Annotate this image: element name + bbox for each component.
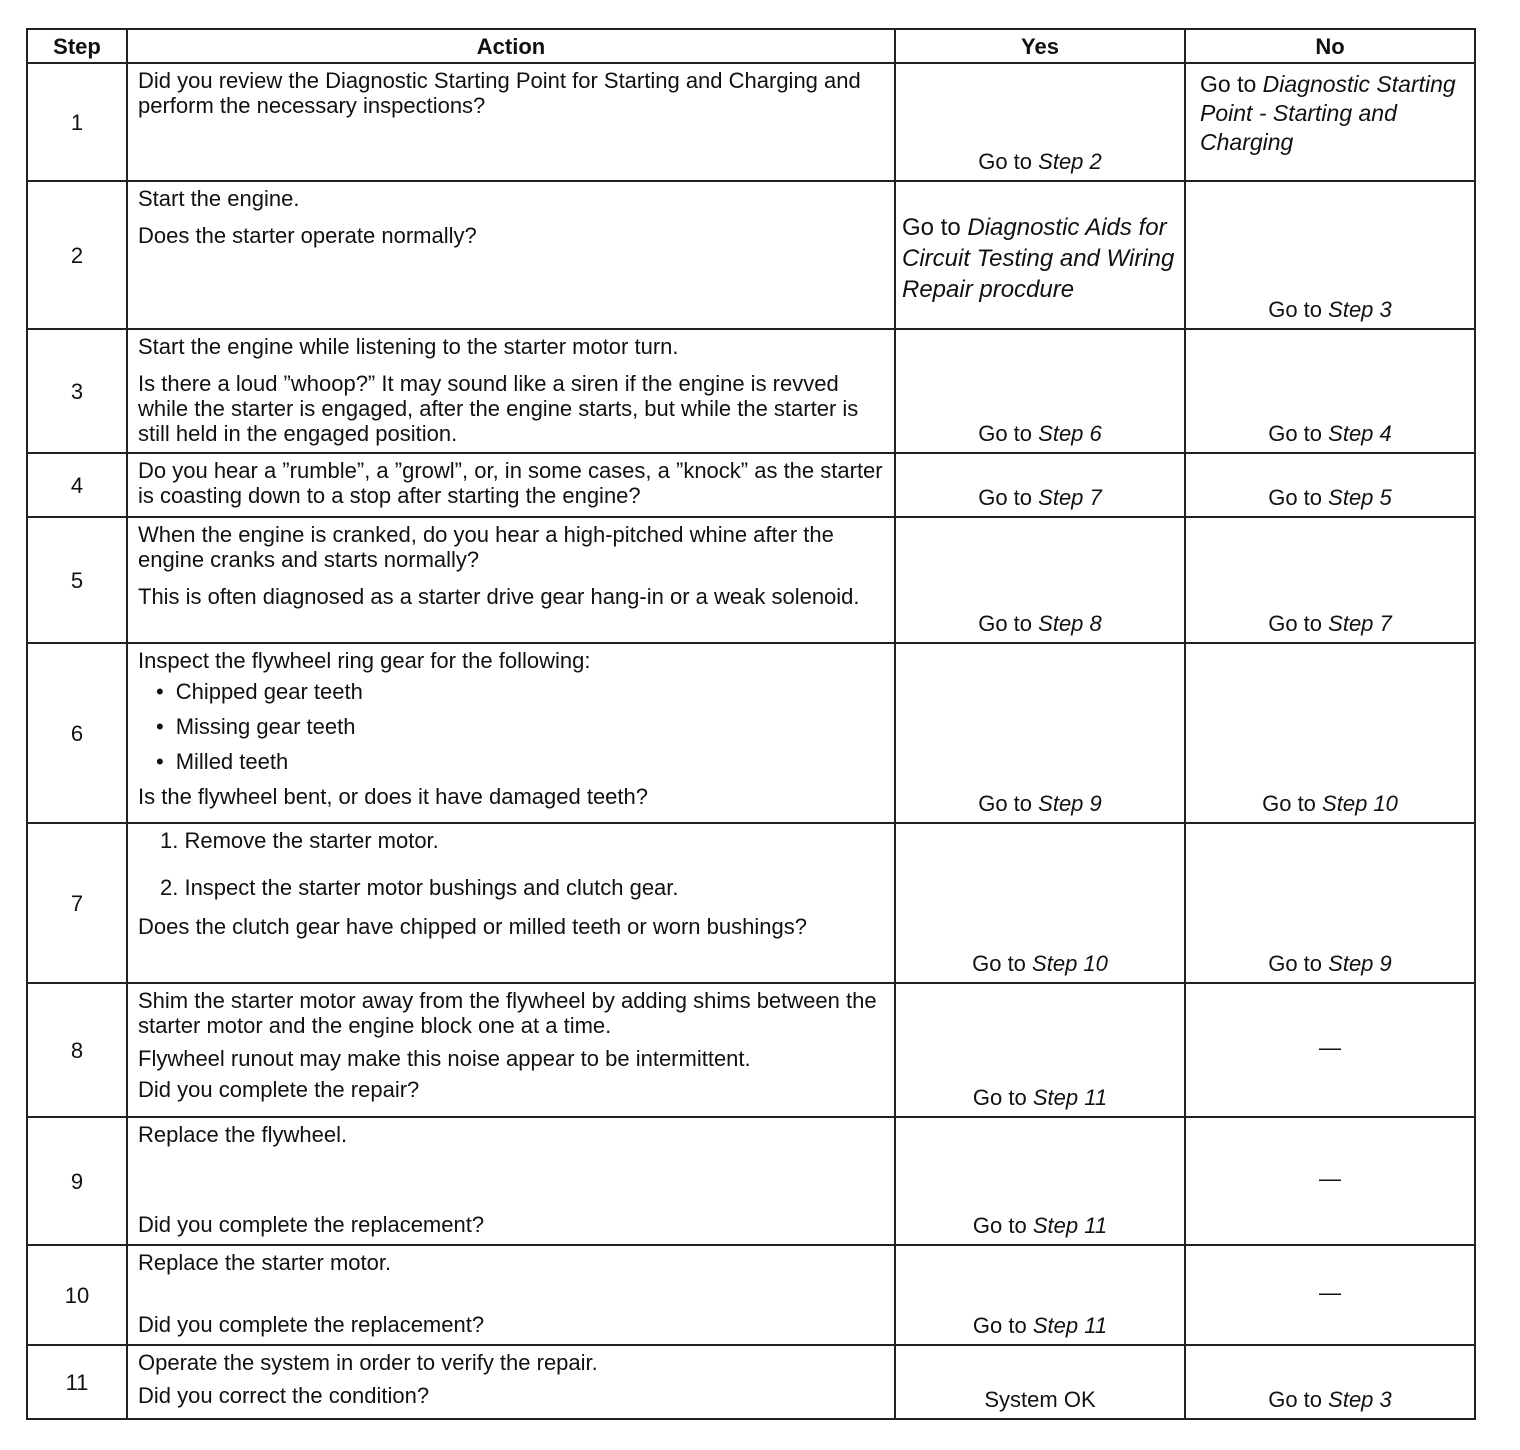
- table-row: [27, 517, 1475, 643]
- action-text: Do you hear a ”rumble”, a ”growl”, or, in some cases, a ”knock” as the starter is coasting down to a stop after starting the engine?: [138, 458, 883, 508]
- bullet-list: [156, 679, 886, 774]
- no-cell: [1185, 453, 1475, 517]
- yes-cell: [895, 823, 1185, 983]
- diagnostic-link[interactable]: Diagnostic Aids for Circuit Testing and Wiring Repair procdure: [902, 214, 1175, 303]
- go-to-prefix: Go to: [1268, 611, 1323, 636]
- go-to-prefix: Go to: [978, 421, 1033, 446]
- no-cell: [1185, 181, 1475, 329]
- step-number: 8: [27, 983, 127, 1117]
- diagnostic-link[interactable]: Diagnostic Starting Point - Starting and Charging: [1200, 71, 1456, 155]
- step-number: 1: [27, 63, 127, 181]
- step-number: 5: [27, 517, 127, 643]
- table-row: [27, 983, 1475, 1117]
- action-question: Did you complete the replacement?: [138, 1312, 485, 1337]
- action-text: Operate the system in order to verify the repair.: [138, 1350, 598, 1375]
- go-to-prefix: Go to: [1268, 1387, 1323, 1412]
- no-cell: [1185, 329, 1475, 453]
- go-to-prefix: Go to: [1262, 791, 1316, 816]
- no-cell: [1185, 63, 1475, 181]
- step-number: 6: [27, 643, 127, 823]
- yes-cell: [895, 181, 1185, 329]
- action-cell: [127, 823, 895, 983]
- go-to-prefix: Go to: [978, 791, 1033, 816]
- action-cell: [127, 643, 895, 823]
- step-link[interactable]: Step 7: [1328, 611, 1392, 636]
- step-number: 4: [27, 453, 127, 517]
- no-cell: [1185, 823, 1475, 983]
- action-text: Inspect the flywheel ring gear for the following:: [138, 648, 591, 673]
- table-row: [27, 643, 1475, 823]
- go-to-prefix: Go to: [1268, 297, 1323, 322]
- step-link[interactable]: Step 11: [1032, 1213, 1108, 1238]
- go-to-prefix: Go to: [902, 214, 961, 241]
- no-action-dash: —: [1319, 1165, 1341, 1191]
- list-item: • Missing gear teeth: [156, 714, 886, 739]
- table-row: [27, 453, 1475, 517]
- go-to-prefix: Go to: [978, 149, 1033, 174]
- list-item: • Chipped gear teeth: [156, 679, 886, 704]
- table-row: [27, 329, 1475, 453]
- result-text: System OK: [984, 1387, 1096, 1412]
- step-number: 3: [27, 329, 127, 453]
- action-cell: [127, 63, 895, 181]
- header-row: [27, 29, 1475, 63]
- go-to-prefix: Go to: [1268, 951, 1323, 976]
- header-action: Action: [127, 29, 895, 63]
- step-link[interactable]: Step 5: [1328, 485, 1392, 510]
- table-row: [27, 63, 1475, 181]
- step-link[interactable]: Step 2: [1038, 149, 1102, 174]
- action-cell: [127, 181, 895, 329]
- go-to-prefix: Go to: [972, 1213, 1027, 1238]
- go-to-prefix: Go to: [1268, 421, 1323, 446]
- table-row: [27, 1245, 1475, 1345]
- table-row: [27, 1345, 1475, 1419]
- step-number: 7: [27, 823, 127, 983]
- no-cell: [1185, 643, 1475, 823]
- header-no: No: [1185, 29, 1475, 63]
- action-question: Does the clutch gear have chipped or milled teeth or worn bushings?: [138, 914, 807, 939]
- action-text: Replace the flywheel.: [138, 1122, 348, 1147]
- yes-cell: [895, 63, 1185, 181]
- step-link[interactable]: Step 10: [1032, 951, 1108, 976]
- yes-cell: [895, 517, 1185, 643]
- step-link[interactable]: Step 9: [1038, 791, 1102, 816]
- action-question: Did you complete the repair?: [138, 1077, 420, 1102]
- step-link[interactable]: Step 11: [1032, 1085, 1108, 1110]
- yes-cell: [895, 983, 1185, 1117]
- step-link[interactable]: Step 7: [1038, 485, 1102, 510]
- no-cell: [1185, 1345, 1475, 1419]
- no-cell: [1185, 1117, 1475, 1245]
- step-link[interactable]: Step 9: [1328, 951, 1392, 976]
- table-row: [27, 1117, 1475, 1245]
- no-cell: [1185, 1245, 1475, 1345]
- table-row: [27, 823, 1475, 983]
- yes-cell: [895, 1117, 1185, 1245]
- yes-cell: [895, 1245, 1185, 1345]
- go-to-prefix: Go to: [978, 611, 1033, 636]
- action-question: Did you complete the replacement?: [138, 1212, 485, 1237]
- go-to-prefix: Go to: [1268, 485, 1323, 510]
- step-number: 9: [27, 1117, 127, 1245]
- yes-cell: [895, 329, 1185, 453]
- no-action-dash: —: [1319, 1034, 1341, 1060]
- action-cell: [127, 453, 895, 517]
- step-number: 10: [27, 1245, 127, 1345]
- no-cell: [1185, 983, 1475, 1117]
- step-link[interactable]: Step 3: [1328, 297, 1392, 322]
- go-to-prefix: Go to: [972, 951, 1026, 976]
- action-text: Did you review the Diagnostic Starting Point for Starting and Charging and perform the necessary inspections?: [138, 68, 861, 118]
- step-link[interactable]: Step 8: [1038, 611, 1102, 636]
- action-text: When the engine is cranked, do you hear a high-pitched whine after the engine cranks and starts normally?: [138, 522, 834, 572]
- action-text: Replace the starter motor.: [138, 1250, 392, 1275]
- action-cell: [127, 517, 895, 643]
- action-cell: [127, 983, 895, 1117]
- yes-cell: [895, 1345, 1185, 1419]
- yes-cell: [895, 643, 1185, 823]
- yes-cell: [895, 453, 1185, 517]
- action-question: Is the flywheel bent, or does it have damaged teeth?: [138, 784, 648, 809]
- action-note: Flywheel runout may make this noise appear to be intermittent.: [138, 1046, 751, 1071]
- step-link[interactable]: Step 3: [1328, 1387, 1392, 1412]
- action-question: Did you correct the condition?: [138, 1383, 430, 1408]
- go-to-prefix: Go to: [972, 1085, 1027, 1110]
- action-text: Start the engine.: [138, 186, 300, 211]
- action-text: Shim the starter motor away from the flywheel by adding shims between the starter motor and the engine block one at a time.: [138, 988, 877, 1038]
- action-question: Does the starter operate normally?: [138, 223, 477, 248]
- step-link[interactable]: Step 10: [1322, 791, 1398, 816]
- no-action-dash: —: [1319, 1279, 1341, 1305]
- go-to-prefix: Go to: [972, 1313, 1027, 1338]
- step-number: 11: [27, 1345, 127, 1419]
- action-question: Is there a loud ”whoop?” It may sound like a siren if the engine is revved while the starter is engaged, after the engine starts, but while the starter is still held in the engaged position.: [138, 371, 859, 446]
- step-link[interactable]: Step 6: [1038, 421, 1102, 446]
- action-cell: [127, 1345, 895, 1419]
- go-to-prefix: Go to: [1200, 71, 1257, 97]
- step-link[interactable]: Step 11: [1032, 1313, 1108, 1338]
- numbered-item: 1. Remove the starter motor.: [160, 828, 439, 853]
- step-link[interactable]: Step 4: [1328, 421, 1392, 446]
- header-yes: Yes: [895, 29, 1185, 63]
- table-row: [27, 181, 1475, 329]
- no-cell: [1185, 517, 1475, 643]
- action-text: Start the engine while listening to the starter motor turn.: [138, 334, 679, 359]
- action-cell: [127, 329, 895, 453]
- action-cell: [127, 1245, 895, 1345]
- diagnostic-table: [26, 28, 1476, 1420]
- go-to-prefix: Go to: [978, 485, 1033, 510]
- action-note: This is often diagnosed as a starter drive gear hang-in or a weak solenoid.: [138, 584, 860, 609]
- step-number: 2: [27, 181, 127, 329]
- numbered-item: 2. Inspect the starter motor bushings and clutch gear.: [160, 875, 679, 900]
- action-cell: [127, 1117, 895, 1245]
- header-step: Step: [27, 29, 127, 63]
- list-item: • Milled teeth: [156, 749, 886, 774]
